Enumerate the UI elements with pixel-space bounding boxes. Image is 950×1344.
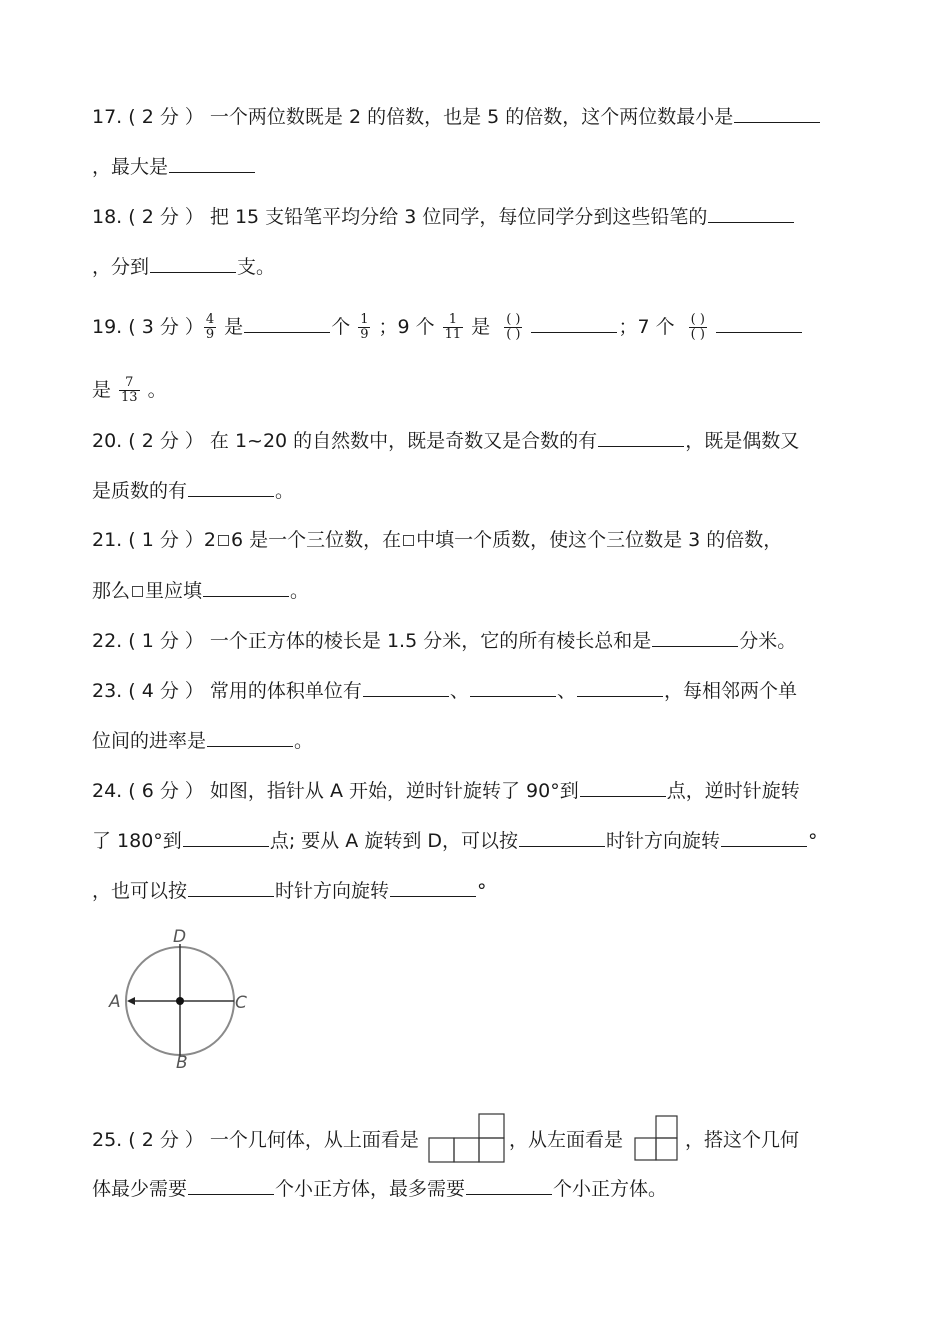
question-20	[92, 426, 860, 455]
q19-text-4: 是	[471, 316, 491, 338]
q24-blank-6[interactable]	[390, 876, 476, 897]
q20-blank-even-prime[interactable]	[188, 476, 274, 497]
q23-text-mid: ，每相邻两个单	[663, 680, 797, 702]
question-17-line2	[92, 152, 860, 181]
q20-text-mid: ，既是偶数又	[685, 430, 800, 452]
question-20-line2	[92, 476, 860, 505]
frac-num: 7	[125, 375, 134, 390]
question-18	[92, 202, 860, 231]
q24-text-1: 点，逆时针旋转	[666, 780, 800, 802]
frac-num: ( )	[506, 312, 521, 327]
q25-text: 25. ( 2 分 ） 一个几何体，从上面看是	[92, 1129, 419, 1151]
q24-text-3b: 时针方向旋转	[275, 880, 390, 902]
question-18-line2	[92, 252, 860, 281]
q20-blank-odd-composite[interactable]	[598, 426, 684, 447]
frac-den: 9	[205, 327, 215, 342]
fraction-4-9	[204, 313, 216, 342]
q25-blank-min[interactable]	[188, 1174, 274, 1195]
q22-text-end: 分米。	[739, 630, 797, 652]
label-d: D	[173, 927, 187, 947]
q19-blank-1[interactable]	[244, 312, 330, 333]
q21-text-b: 6 是一个三位数，在	[230, 529, 402, 551]
q18-blank-fraction[interactable]	[708, 202, 794, 223]
q23-sep-1: 、	[449, 680, 469, 702]
question-23	[92, 676, 860, 705]
question-19-line2	[92, 376, 860, 405]
q25-blank-max[interactable]	[466, 1174, 552, 1195]
left-view-figure	[633, 1112, 681, 1164]
q21-text-2b: 里应填	[145, 580, 203, 602]
q23-sep-2: 、	[556, 680, 576, 702]
question-25-line2	[92, 1174, 860, 1203]
q24-text-2d: °	[808, 830, 818, 852]
label-a: A	[109, 992, 121, 1012]
question-22	[92, 626, 860, 655]
q21-text-c: 中填一个质数，使这个三位数是 3 的倍数，	[416, 529, 783, 551]
question-21-line2	[92, 576, 860, 605]
q25-text-2c: 个小正方体。	[553, 1178, 668, 1200]
q23-blank-2[interactable]	[470, 676, 556, 697]
center-dot	[176, 997, 184, 1005]
top-view-figure	[427, 1112, 507, 1164]
q21-text-a: 21. ( 1 分 ）2	[92, 529, 216, 551]
question-24-line2	[92, 826, 860, 855]
q24-blank-4[interactable]	[721, 826, 807, 847]
q17-blank-max[interactable]	[169, 152, 255, 173]
frac-den: ( )	[690, 327, 705, 342]
q17-text-2: ，最大是	[92, 156, 169, 178]
frac-den: 13	[121, 390, 138, 405]
q24-text-2c: 时针方向旋转	[606, 830, 721, 852]
q19-blank-2[interactable]	[531, 312, 617, 333]
q23-blank-3[interactable]	[577, 676, 663, 697]
q25-text-2a: 体最少需要	[92, 1178, 188, 1200]
q25-text-end: ，搭这个几何	[685, 1129, 800, 1151]
q24-blank-1[interactable]	[580, 776, 666, 797]
q19-text-3: ；9 个	[378, 316, 435, 338]
frac-num: 1	[360, 312, 369, 327]
empty-box-icon	[132, 586, 143, 597]
q18-text: 18. ( 2 分 ） 把 15 支铅笔平均分给 3 位同学，每位同学分到这些铅笔的	[92, 206, 708, 228]
q24-text-2a: 了 180°到	[92, 830, 182, 852]
frac-num: 1	[448, 312, 458, 327]
q25-text-mid: ，从左面看是	[508, 1129, 623, 1151]
q20-text-end: 。	[275, 480, 295, 502]
question-24-line3	[92, 876, 860, 905]
fraction-blank-1[interactable]	[504, 313, 522, 342]
q23-blank-rate[interactable]	[207, 726, 293, 747]
q22-text: 22. ( 1 分 ） 一个正方体的棱长是 1.5 分米，它的所有棱长总和是	[92, 630, 652, 652]
label-c: C	[235, 993, 247, 1013]
q19-text-2: 个	[331, 316, 351, 338]
question-24	[92, 776, 860, 805]
q19-prefix: 19. ( 3 分 ）	[92, 316, 204, 338]
frac-num: ( )	[690, 312, 705, 327]
empty-box-icon	[403, 535, 414, 546]
q23-text-2: 位间的进率是	[92, 730, 207, 752]
pointer-arrow-icon	[127, 997, 135, 1005]
q19-text-7: 。	[147, 379, 167, 401]
q18-text-2b: 支。	[237, 256, 276, 278]
q24-text-2b: 点; 要从 A 旋转到 D，可以按	[269, 830, 519, 852]
q24-blank-5[interactable]	[188, 876, 274, 897]
fraction-1-9	[358, 313, 370, 342]
empty-box-icon	[218, 535, 229, 546]
q19-blank-3[interactable]	[716, 312, 802, 333]
q20-text-2: 是质数的有	[92, 480, 188, 502]
frac-den: ( )	[506, 327, 521, 342]
frac-den: 9	[360, 327, 369, 342]
question-25	[92, 1112, 860, 1164]
dial-diagram	[100, 922, 260, 1072]
q24-text-3c: °	[477, 880, 487, 902]
question-23-line2	[92, 726, 860, 755]
q19-text-6: 是	[92, 379, 112, 401]
frac-num: 4	[205, 312, 215, 327]
q17-text: 17. ( 2 分 ） 一个两位数既是 2 的倍数，也是 5 的倍数，这个两位数最小是	[92, 106, 734, 128]
q21-blank[interactable]	[203, 576, 289, 597]
q18-blank-count[interactable]	[150, 252, 236, 273]
q21-text-2a: 那么	[92, 580, 131, 602]
q24-text: 24. ( 6 分 ） 如图，指针从 A 开始，逆时针旋转了 90°到	[92, 780, 579, 802]
q21-text-end: 。	[290, 580, 310, 602]
q24-blank-3[interactable]	[519, 826, 605, 847]
q19-text-1: 是	[224, 316, 244, 338]
question-21	[92, 526, 860, 554]
label-b: B	[176, 1053, 188, 1072]
frac-den: 11	[444, 327, 462, 342]
question-17	[92, 102, 860, 131]
fraction-blank-2[interactable]	[689, 313, 707, 342]
q17-blank-min[interactable]	[734, 102, 820, 123]
fraction-7-13	[119, 376, 140, 405]
q18-text-2a: ，分到	[92, 256, 150, 278]
q19-text-5: ；7 个	[618, 316, 675, 338]
q24-blank-2[interactable]	[183, 826, 269, 847]
question-19	[92, 312, 860, 342]
q23-text: 23. ( 4 分 ） 常用的体积单位有	[92, 680, 362, 702]
q22-blank[interactable]	[652, 626, 738, 647]
fraction-1-11	[443, 313, 464, 342]
q24-text-3a: ，也可以按	[92, 880, 188, 902]
q23-text-end: 。	[294, 730, 314, 752]
q25-text-2b: 个小正方体，最多需要	[275, 1178, 466, 1200]
q20-text: 20. ( 2 分 ） 在 1~20 的自然数中，既是奇数又是合数的有	[92, 430, 598, 452]
q23-blank-1[interactable]	[363, 676, 449, 697]
